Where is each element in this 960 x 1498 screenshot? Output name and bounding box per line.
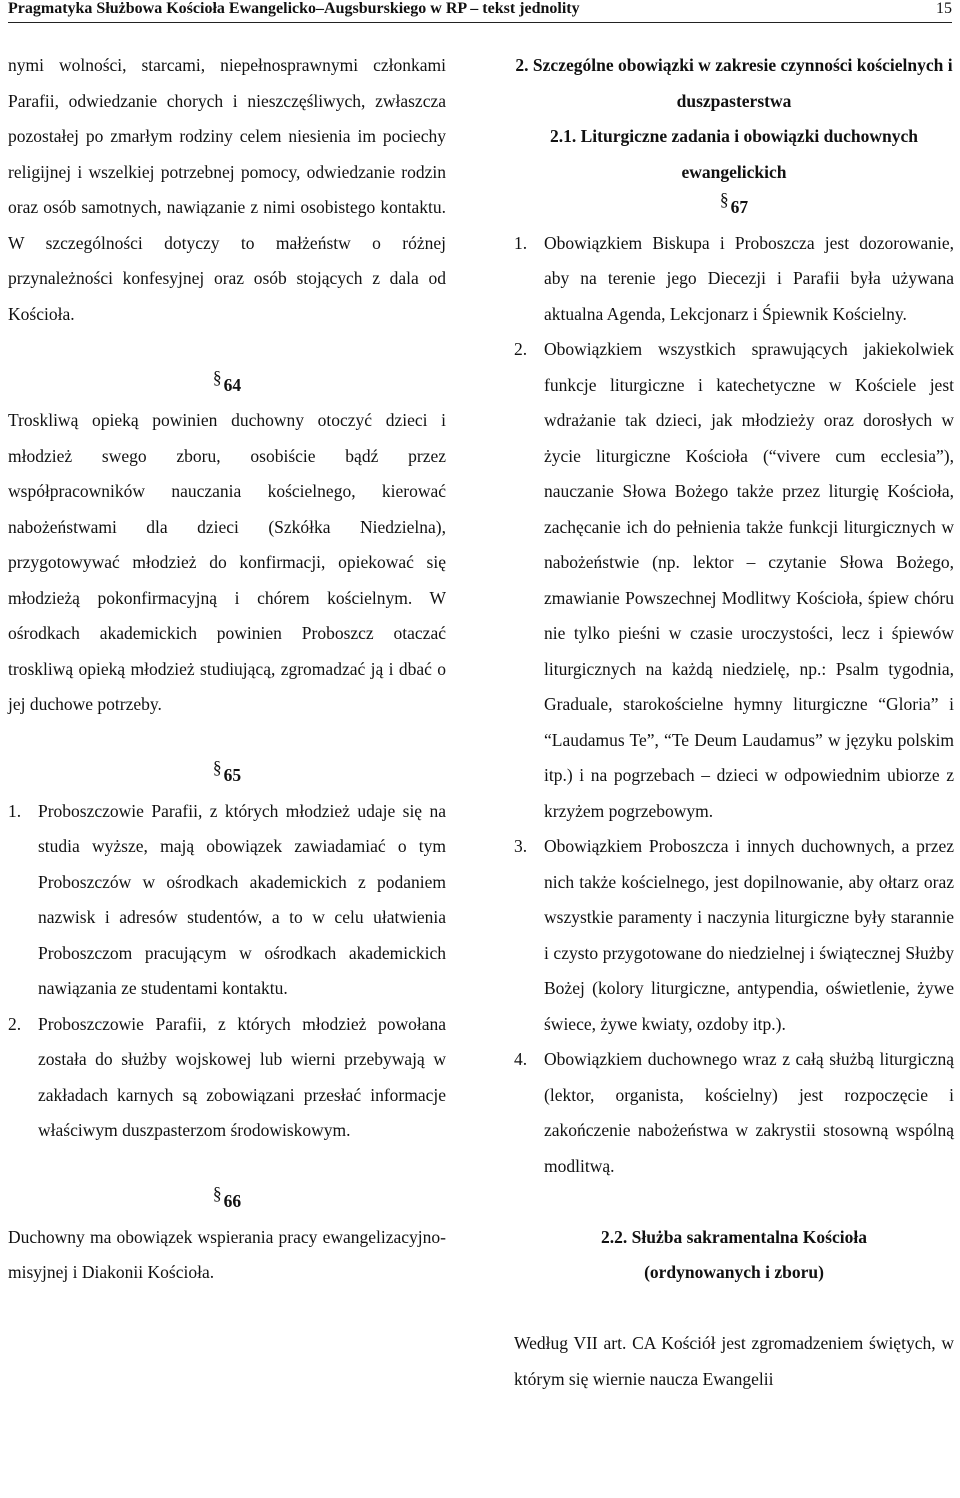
section-67-heading (514, 190, 954, 226)
list-item (514, 1042, 954, 1184)
spacer (8, 332, 446, 368)
section-number: 67 (730, 197, 749, 217)
item-number: 2. (8, 1013, 22, 1034)
chapter-2-2-subheading: (ordynowanych i zboru) (644, 1262, 824, 1282)
item-text: Obowiązkiem wszystkich sprawujących jakiekolwiek funkcje liturgiczne i katechetyczne w Kościele jest wdrażanie tak dzieci, jak młodzieży oraz dorosłych w życie liturgiczne Kościoła (“vivere cum ecclesia”), nauczanie Słowa Bożego także przez liturgię Kościoła, zachęcanie ich do pełnienia także funkcji liturgicznych w nabożeństwie (np. lektor – czytanie Słowa Bożego, zmawianie Powszechnej Modlitwy Kościoła, śpiew chóru nie tylko pieśni w czasie uroczystości, lecz i śpiewów liturgicznych na każdą niedzielę, np.: Psalm tygodnia, Graduale, starokościelne hymny liturgiczne “Gloria” i “Laudamus Te”, “Te Deum Laudamus” w języku polskim itp.) i na pogrzebach – dzieci w odpowiednim ubiorze z krzyżem pogrzebowym. (544, 339, 954, 821)
right-column (514, 48, 954, 1397)
item-number: 1. (514, 232, 528, 253)
intro-paragraph: nymi wolności, starcami, niepełnosprawnymi członkami Parafii, odwiedzanie chorych i nieszczęśliwych, zwłaszcza pozostałej po zmarłym rodziny celem niesienia im pociechy religijnej i wszelkiej potrzebnej pomocy, odwiedzanie rodzin oraz osób samotnych, nawiązanie z nimi osobistego kontaktu. W szczególności dotyczy to małżeństw o różnej przynależności konfesyjnej oraz osób stojących z dala od Kościoła. (8, 55, 446, 324)
chapter-2-heading: 2. Szczególne obowiązki w zakresie czynności kościelnych i duszpasterstwa (515, 55, 953, 111)
spacer (514, 1291, 954, 1327)
item-number: 3. (514, 836, 528, 856)
spacer (8, 1149, 446, 1185)
item-text: Obowiązkiem Proboszcza i innych duchownych, a przez nich także kościelnego, jest dopilnowanie, aby ołtarz oraz wszystkie paramenty i naczynia liturgiczne były starannie i czysto przygotowane do niedzielnej i świątecznej Służby Bożej (kolory liturgiczne, antypendia, oświetlenie, żywe świece, żywe kwiaty, ozdoby itp.). (544, 836, 954, 1034)
section-66-heading (8, 1184, 446, 1220)
page-header (8, 0, 952, 23)
section-67-list (514, 226, 954, 1185)
document-title: Pragmatyka Służbowa Kościoła Ewangelicko–Augsburskiego w RP – tekst jednolity (8, 0, 580, 17)
item-number: 2. (514, 339, 528, 359)
list-item (514, 829, 954, 1042)
item-number: 1. (8, 800, 22, 821)
list-item (8, 794, 446, 1007)
spacer (8, 723, 446, 759)
section-65-heading (8, 758, 446, 794)
spacer (514, 1184, 954, 1220)
list-item (514, 332, 954, 829)
section-64-heading (8, 368, 446, 404)
chapter-2-2-heading: 2.2. Służba sakramentalna Kościoła (601, 1226, 867, 1247)
list-item (514, 226, 954, 333)
section-number: 66 (223, 1191, 242, 1211)
item-text: Proboszczowie Parafii, z których młodzież powołana została do służby wojskowej lub wierni przebywają w zakładach karnych są zobowiązani przesłać informacje właściwym duszpasterzom środowiskowym. (38, 1013, 446, 1140)
section-number: 64 (223, 374, 242, 395)
section-number: 65 (223, 765, 242, 785)
section-sign-icon: § (719, 189, 729, 209)
item-text: Obowiązkiem duchownego wraz z całą służbą liturgiczną (lektor, organista, kościelny) jest rozpoczęcie i zakończenie nabożeństwa w zakrystii stosowną wspólną modlitwą. (544, 1049, 954, 1176)
chapter-2-1-heading: 2.1. Liturgiczne zadania i obowiązki duchownych ewangelickich (549, 126, 919, 182)
section-64-text: Troskliwą opieką powinien duchowny otoczyć dzieci i młodzież swego zboru, osobiście bądź przez współpracowników nauczania kościelnego, kierować nabożeństwami dla dzieci (Szkółka Niedzielna), przygotowywać młodzież do konfirmacji, opiekować się młodzieżą pokonfirmacyjną i chórem kościelnym. W ośrodkach akademickich powinien Proboszcz otaczać troskliwą opieką młodzież studiującą, zgromadzać ją i dbać o jej duchowe potrzeby. (8, 410, 446, 714)
section-sign-icon: § (212, 757, 222, 777)
closing-paragraph: Według VII art. CA Kościół jest zgromadzeniem świętych, w którym się wiernie naucza Ewangelii (514, 1333, 954, 1389)
page-number: 15 (936, 0, 952, 17)
section-66-text: Duchowny ma obowiązek wspierania pracy ewangelizacyjno-misyjnej i Diakonii Kościoła. (8, 1226, 446, 1282)
left-column (8, 48, 446, 1291)
item-text: Proboszczowie Parafii, z których młodzież udaje się na studia wyższe, mają obowiązek zawiadamiać o tym Proboszczów w ośrodkach akademickich z podaniem nazwisk i adresów studentów, a to w celu ułatwienia Proboszczom pracującym w ośrodkach akademickich nawiązania ze studentami kontaktu. (38, 800, 446, 998)
section-sign-icon: § (212, 366, 222, 387)
section-sign-icon: § (212, 1183, 222, 1203)
item-text: Obowiązkiem Biskupa i Proboszcza jest dozorowanie, aby na terenie jego Diecezji i Parafii była używana aktualna Agenda, Lekcjonarz i Śpiewnik Kościelny. (544, 232, 954, 324)
section-65-list (8, 794, 446, 1149)
item-number: 4. (514, 1049, 528, 1069)
list-item (8, 1007, 446, 1149)
